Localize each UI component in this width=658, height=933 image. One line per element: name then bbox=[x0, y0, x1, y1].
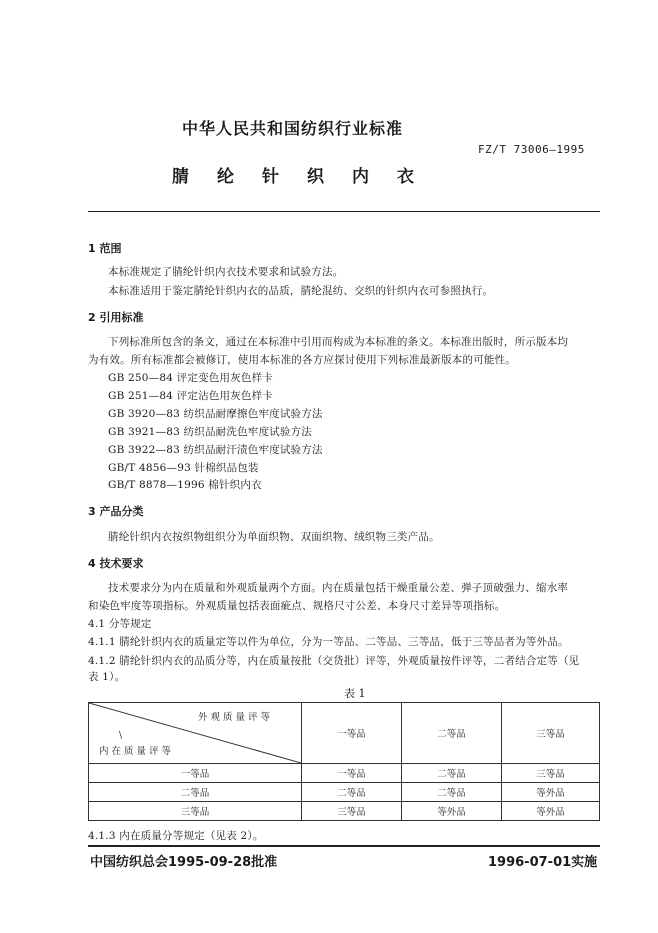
table-cell: 二等品 bbox=[402, 783, 502, 802]
table-cell: 一等品 bbox=[302, 764, 402, 783]
clause-4-1-2-line-1: 4.1.2 腈纶针织内衣的品质分等，内在质量按批（交货批）评等，外观质量按件评等，二者结合定等（见 bbox=[88, 655, 580, 667]
reference-standard: GB 250—84 评定变色用灰色样卡 bbox=[108, 372, 273, 384]
row-label: 一等品 bbox=[89, 764, 302, 783]
reference-standard: GB 3922—83 纺织品耐汗渍色牢度试验方法 bbox=[108, 444, 323, 456]
corner-mark: \ bbox=[119, 731, 123, 741]
table-corner-cell bbox=[89, 703, 302, 764]
reference-standard: GB 251—84 评定沾色用灰色样卡 bbox=[108, 390, 273, 402]
clause-4-1-3: 4.1.3 内在质量分等规定（见表 2）。 bbox=[88, 830, 264, 842]
table-cell: 二等品 bbox=[302, 783, 402, 802]
section-3-heading: 3 产品分类 bbox=[88, 505, 144, 518]
reference-standard: GB 3921—83 纺织品耐洗色牢度试验方法 bbox=[108, 426, 312, 438]
section-1-heading: 1 范围 bbox=[88, 242, 122, 255]
reference-standard: GB/T 8878—1996 棉针织内衣 bbox=[108, 479, 262, 491]
reference-standard: GB/T 4856—93 针棉织品包装 bbox=[108, 462, 259, 474]
column-header: 三等品 bbox=[502, 703, 600, 764]
reference-standard: GB 3920—83 纺织品耐摩擦色牢度试验方法 bbox=[108, 408, 323, 420]
document-title: 腈纶针织内衣 bbox=[172, 167, 442, 187]
table-1-caption: 表 1 bbox=[344, 687, 366, 700]
clause-4-1: 4.1 分等规定 bbox=[88, 618, 152, 630]
section-4-heading: 4 技术要求 bbox=[88, 557, 144, 570]
row-label: 二等品 bbox=[89, 783, 302, 802]
table-cell: 等外品 bbox=[502, 783, 600, 802]
grading-table bbox=[88, 702, 600, 821]
approval-note: 中国纺织总会1995-09-28批准 bbox=[90, 855, 278, 870]
effective-date: 1996-07-01实施 bbox=[488, 855, 598, 870]
corner-bottom-label: 内在质量评等 bbox=[99, 746, 175, 757]
section-3-paragraph: 腈纶针织内衣按织物组织分为单面织物、双面织物、绒织物三类产品。 bbox=[108, 531, 440, 543]
section-4-paragraph-line-1: 技术要求分为内在质量和外观质量两个方面。内在质量包括干燥重量公差、弹子顶破强力、缩水率 bbox=[108, 582, 569, 594]
table-row bbox=[89, 783, 600, 802]
table-cell: 三等品 bbox=[302, 802, 402, 821]
table-cell: 等外品 bbox=[502, 802, 600, 821]
section-2-heading: 2 引用标准 bbox=[88, 311, 144, 324]
section-1-paragraph-1: 本标准规定了腈纶针织内衣技术要求和试验方法。 bbox=[108, 266, 344, 278]
footer-divider bbox=[88, 845, 600, 847]
section-1-paragraph-2: 本标准适用于鉴定腈纶针织内衣的品质，腈纶混纺、交织的针织内衣可参照执行。 bbox=[108, 285, 494, 297]
table-cell: 三等品 bbox=[502, 764, 600, 783]
clause-4-1-1: 4.1.1 腈纶针织内衣的质量定等以件为单位，分为一等品、二等品、三等品，低于三等品者为等外品。 bbox=[88, 636, 569, 648]
clause-4-1-2-line-2: 表 1）。 bbox=[88, 671, 126, 683]
table-cell: 二等品 bbox=[402, 764, 502, 783]
standard-code: FZ/T 73006—1995 bbox=[478, 143, 585, 156]
section-4-paragraph-line-2: 和染色牢度等项指标。外观质量包括表面疵点、规格尺寸公差、本身尺寸差异等项指标。 bbox=[88, 600, 506, 612]
corner-top-label: 外观质量评等 bbox=[197, 712, 273, 723]
row-label: 三等品 bbox=[89, 802, 302, 821]
column-header: 一等品 bbox=[302, 703, 402, 764]
table-row bbox=[89, 764, 600, 783]
header-divider bbox=[88, 211, 600, 212]
issuing-organization: 中华人民共和国纺织行业标准 bbox=[182, 119, 404, 138]
column-header: 二等品 bbox=[402, 703, 502, 764]
table-header-row bbox=[89, 703, 600, 764]
section-2-paragraph-line-2: 为有效。所有标准都会被修订，使用本标准的各方应探讨使用下列标准最新版本的可能性。 bbox=[88, 354, 516, 366]
section-2-paragraph-line-1: 下列标准所包含的条文，通过在本标准中引用而构成为本标准的条文。本标准出版时，所示版本均 bbox=[108, 336, 569, 348]
table-cell: 等外品 bbox=[402, 802, 502, 821]
table-row bbox=[89, 802, 600, 821]
